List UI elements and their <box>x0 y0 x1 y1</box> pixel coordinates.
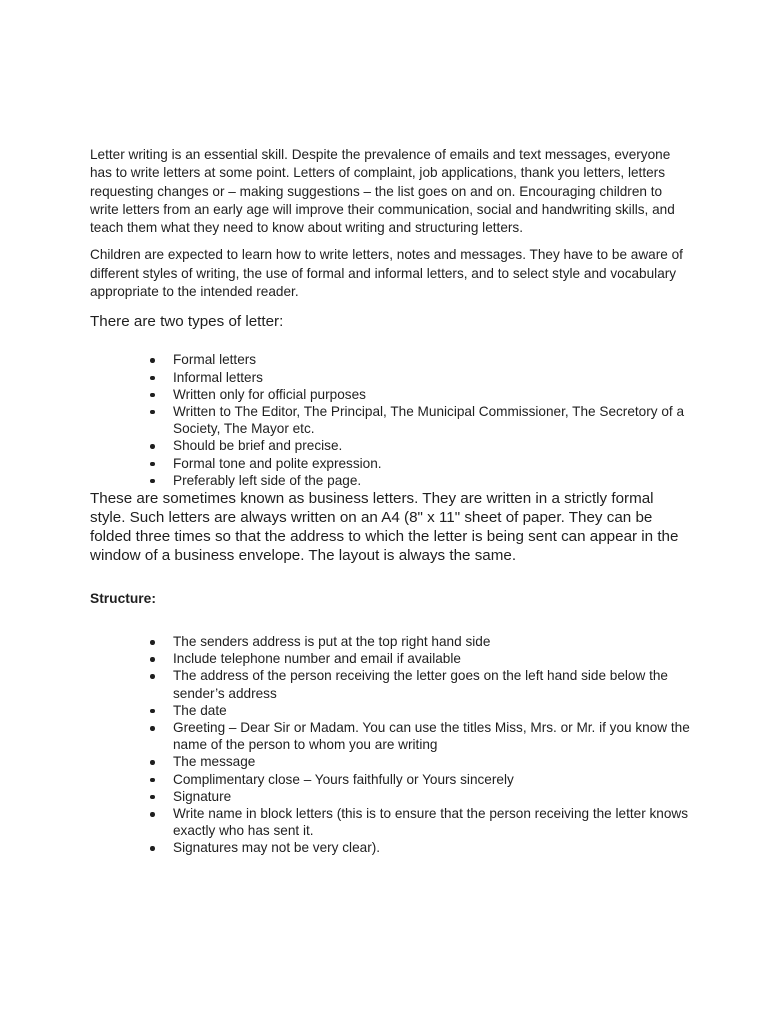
list-item: Should be brief and precise. <box>173 437 690 454</box>
list-item: Write name in block letters (this is to ensure that the person receiving the letter knows exactly who has sent it. <box>173 806 689 839</box>
formal-letter-features-list <box>90 386 690 489</box>
list-item: Signature <box>173 788 690 805</box>
intro-paragraph-2: Children are expected to learn how to write letters, notes and messages. They have to be aware of different styles of writing, the use of formal and informal letters, and to select style and vocabulary appropriate to the intended reader. <box>90 247 683 300</box>
list-item: Written only for official purposes <box>173 386 690 403</box>
list-item: Include telephone number and email if available <box>173 650 690 667</box>
list-item: The address of the person receiving the letter goes on the left hand side below the sender’s address <box>173 667 690 701</box>
list-item: Informal letters <box>173 369 690 386</box>
structure-list <box>90 633 690 857</box>
intro-paragraph-1: Letter writing is an essential skill. Despite the prevalence of emails and text messages, everyone has to write letters at some point. Letters of complaint, job applications, thank you letters, letters requesting changes or – making suggestions – the list goes on and on. Encouraging children to write letters from an early age will improve their communication, social and handwriting skills, and teach them what they need to know about writing and structuring letters. <box>90 147 675 236</box>
list-item: Preferably left side of the page. <box>173 472 690 489</box>
list-item: The message <box>173 753 690 770</box>
list-item: Formal tone and polite expression. <box>173 455 690 472</box>
letter-types-list <box>90 351 690 385</box>
business-letters-paragraph: These are sometimes known as business letters. They are written in a strictly formal style. Such letters are always written on an A4 (8" x 11" sheet of paper. They can be folded three times so that the address to which the letter is being sent can appear in the window of a business envelope. The layout is always the same. <box>90 490 679 564</box>
list-item: Complimentary close – Yours faithfully or Yours sincerely <box>173 771 690 788</box>
list-item: Greeting – Dear Sir or Madam. You can use the titles Miss, Mrs. or Mr. if you know the name of the person to whom you are writing <box>173 720 690 753</box>
list-item: Formal letters <box>173 351 690 368</box>
list-item: Written to The Editor, The Principal, The Municipal Commissioner, The Secretory of a Society, The Mayor etc. <box>173 403 690 437</box>
list-item: Signatures may not be very clear). <box>173 839 690 856</box>
letter-types-heading: There are two types of letter: <box>90 313 284 331</box>
document-page <box>90 146 690 857</box>
structure-heading: Structure: <box>90 591 156 606</box>
list-item: The date <box>173 702 690 719</box>
list-item: The senders address is put at the top right hand side <box>173 633 690 650</box>
